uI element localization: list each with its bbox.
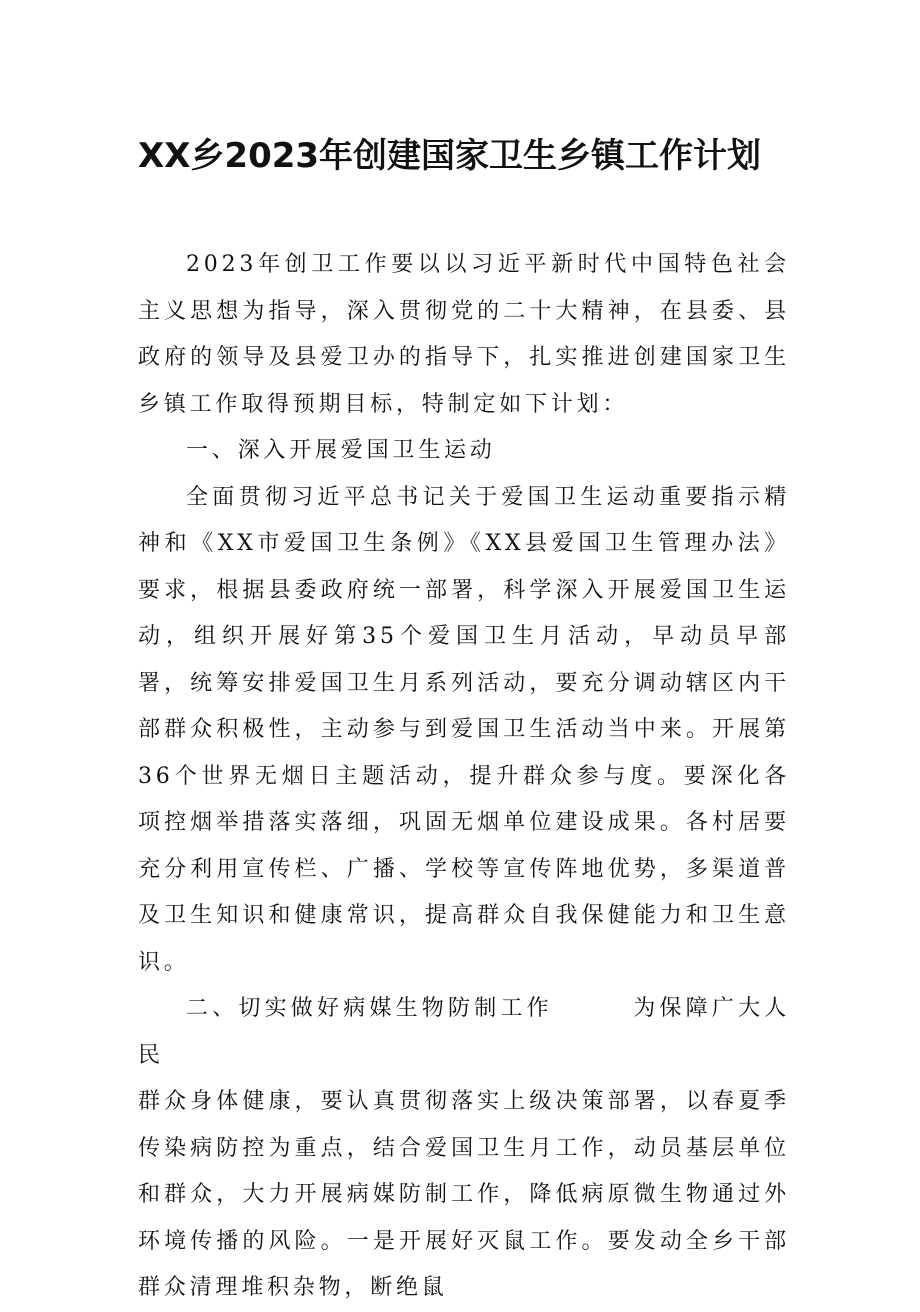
section-heading-2-line	[138, 986, 790, 1079]
section-heading-2: 二、切实做好病媒生物防制工作	[186, 996, 553, 1021]
section-2-lead: 为保障广大人民	[138, 996, 790, 1068]
section-1-paragraph: 全面贯彻习近平总书记关于爱国卫生运动重要指示精神和《XX市爱国卫生条例》《XX县爱国卫生管理办法》要求，根据县委政府统一部署，科学深入开展爱国卫生运动，组织开展好第35个爱国卫生月活动，早动员早部署，统筹安排爱国卫生月系列活动，要充分调动辖区内干部群众积极性，主动参与到爱国卫生活动当中来。开展第36个世界无烟日主题活动，提升群众参与度。要深化各项控烟举措落实落细，巩固无烟单位建设成果。各村居要充分利用宣传栏、广播、学校等宣传阵地优势，多渠道普及卫生知识和健康常识，提高群众自我保健能力和卫生意识。	[138, 484, 790, 975]
section-heading-1: 一、深入开展爱国卫生运动	[186, 438, 496, 463]
section-2-paragraph: 群众身体健康，要认真贯彻落实上级决策部署，以春夏季传染病防控为重点，结合爱国卫生月工作，动员基层单位和群众，大力开展病媒防制工作，降低病原微生物通过外环境传播的风险。一是开展好灭鼠工作。要发动全乡干部群众清理堆积杂物，断绝鼠	[138, 1089, 790, 1300]
document-title: XX乡2023年创建国家卫生乡镇工作计划	[138, 136, 762, 176]
intro-paragraph: 2023年创卫工作要以以习近平新时代中国特色社会主义思想为指导，深入贯彻党的二十大精神，在县委、县政府的领导及县爱卫办的指导下，扎实推进创建国家卫生乡镇工作取得预期目标，特制定如下计划：	[138, 252, 790, 417]
document-body	[138, 242, 790, 1312]
